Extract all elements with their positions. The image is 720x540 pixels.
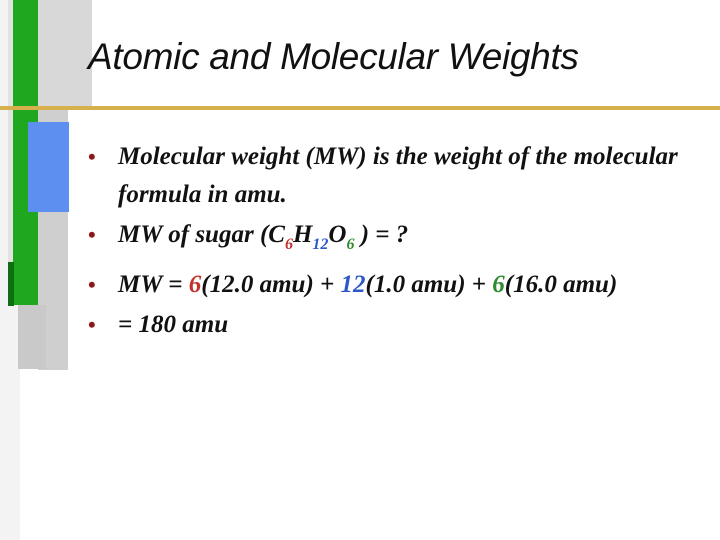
calc-carbon-count: 6: [188, 271, 202, 298]
bullet-dot-icon: •: [88, 312, 96, 337]
calc-prefix: MW =: [118, 271, 189, 298]
calc-term-1: (12.0 amu) +: [201, 271, 341, 298]
calc-term-3: (16.0 amu): [504, 271, 618, 298]
bullet-dot-icon: •: [88, 144, 96, 169]
formula-prefix: MW of sugar (C: [118, 221, 285, 248]
bullet-list: [88, 138, 698, 346]
subscript-oxygen: 6: [346, 236, 355, 253]
result-text: = 180 amu: [118, 311, 229, 338]
decor-blue-block: [28, 122, 69, 212]
calc-term-2: (1.0 amu) +: [365, 271, 493, 298]
bullet-text: Molecular weight (MW) is the weight of the molecular formula in amu.: [118, 143, 678, 208]
calc-oxygen-count: 6: [492, 271, 505, 298]
formula-suffix: ) = ?: [354, 221, 409, 248]
slide-title: Atomic and Molecular Weights: [88, 36, 579, 77]
subscript-hydrogen: 12: [312, 236, 329, 253]
subscript-carbon: 6: [284, 236, 293, 253]
decor-grey-low-block: [18, 305, 46, 369]
decor-dark-green-block: [8, 262, 14, 306]
formula-h: H: [292, 221, 313, 248]
bullet-item-mw-calculation: [88, 266, 698, 304]
bullet-item-result: [88, 306, 698, 344]
title-underline-rule: [0, 106, 720, 110]
bullet-dot-icon: •: [88, 222, 96, 247]
formula-o: O: [328, 221, 347, 248]
calc-hydrogen-count: 12: [340, 271, 366, 298]
bullet-dot-icon: •: [88, 272, 96, 297]
bullet-item-mw-definition: [88, 138, 698, 214]
bullet-item-sugar-question: [88, 216, 698, 264]
